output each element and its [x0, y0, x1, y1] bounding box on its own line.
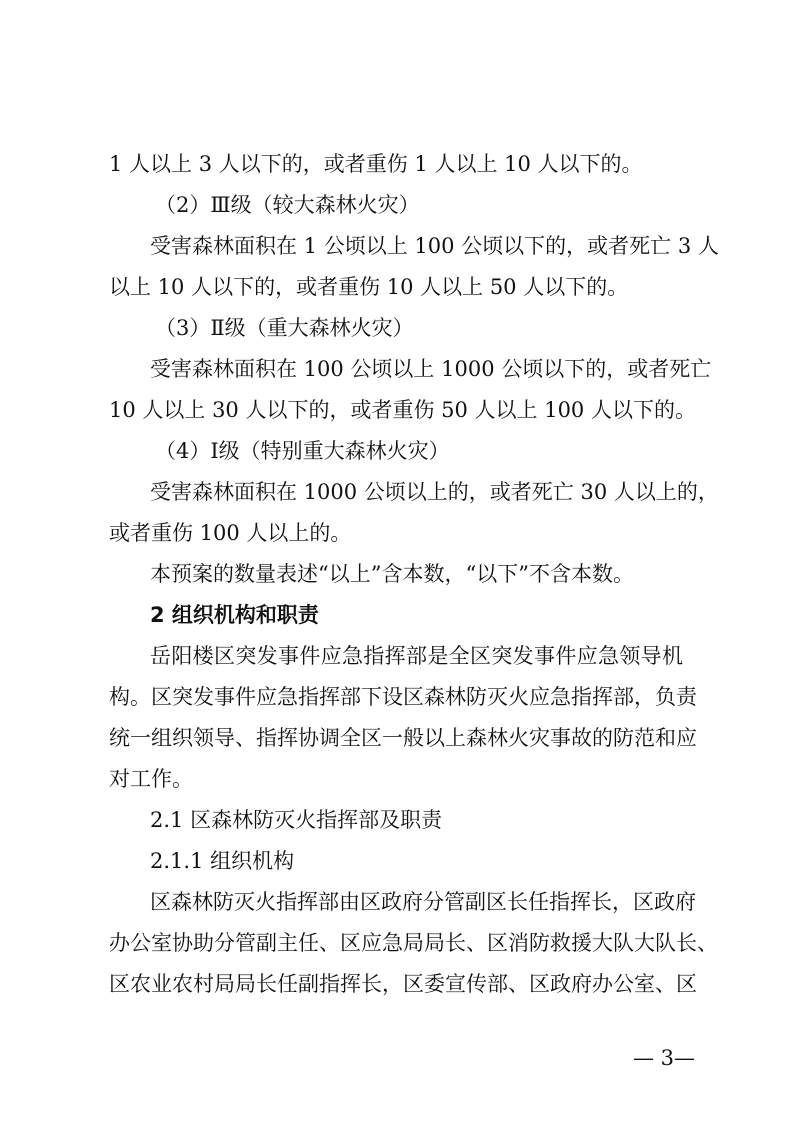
text-line-21: 区农业农村局局长任副指挥长，区委宣传部、区政府办公室、区 — [109, 972, 697, 996]
subheading-level-1: （4）Ⅰ级（特别重大森林火灾） — [155, 439, 450, 463]
subheading-level-3: （2）Ⅲ级（较大森林火灾） — [155, 193, 420, 217]
text-line-3: 受害森林面积在 1 公顷以上 100 公顷以下的，或者死亡 3 人 — [150, 234, 719, 258]
text-line-6: 受害森林面积在 100 公顷以上 1000 公顷以下的，或者死亡 — [150, 357, 712, 381]
text-line-1: 1 人以上 3 人以下的，或者重伤 1 人以上 10 人以下的。 — [109, 152, 643, 176]
text-line-14: 构。区突发事件应急指挥部下设区森林防灭火应急指挥部，负责 — [109, 685, 697, 709]
text-line-19: 区森林防灭火指挥部由区政府分管副区长任指挥长，区政府 — [150, 890, 696, 914]
text-line-7: 10 人以上 30 人以下的，或者重伤 50 人以上 100 人以下的。 — [109, 398, 696, 422]
subsubsection-heading: 2.1.1 组织机构 — [150, 849, 295, 873]
page-number: — 3— — [632, 1046, 695, 1070]
text-line-4: 以上 10 人以下的，或者重伤 10 人以上 50 人以下的。 — [109, 275, 629, 299]
text-line-16: 对工作。 — [109, 767, 193, 791]
text-line-9: 受害森林面积在 1000 公顷以上的，或者死亡 30 人以上的， — [150, 480, 719, 504]
subheading-level-2: （3）Ⅱ级（重大森林火灾） — [155, 316, 414, 340]
section-heading: 2 组织机构和职责 — [150, 603, 319, 627]
text-line-15: 统一组织领导、指挥协调全区一般以上森林火灾事故的防范和应 — [109, 726, 697, 750]
text-line-13: 岳阳楼区突发事件应急指挥部是全区突发事件应急领导机 — [150, 644, 683, 668]
text-line-11: 本预案的数量表述“以上”含本数，“以下”不含本数。 — [150, 562, 634, 586]
text-line-20: 办公室协助分管副主任、区应急局局长、区消防救援大队大队长、 — [109, 931, 718, 955]
text-line-10: 或者重伤 100 人以上的。 — [109, 521, 352, 545]
subsection-heading: 2.1 区森林防灭火指挥部及职责 — [150, 808, 443, 832]
